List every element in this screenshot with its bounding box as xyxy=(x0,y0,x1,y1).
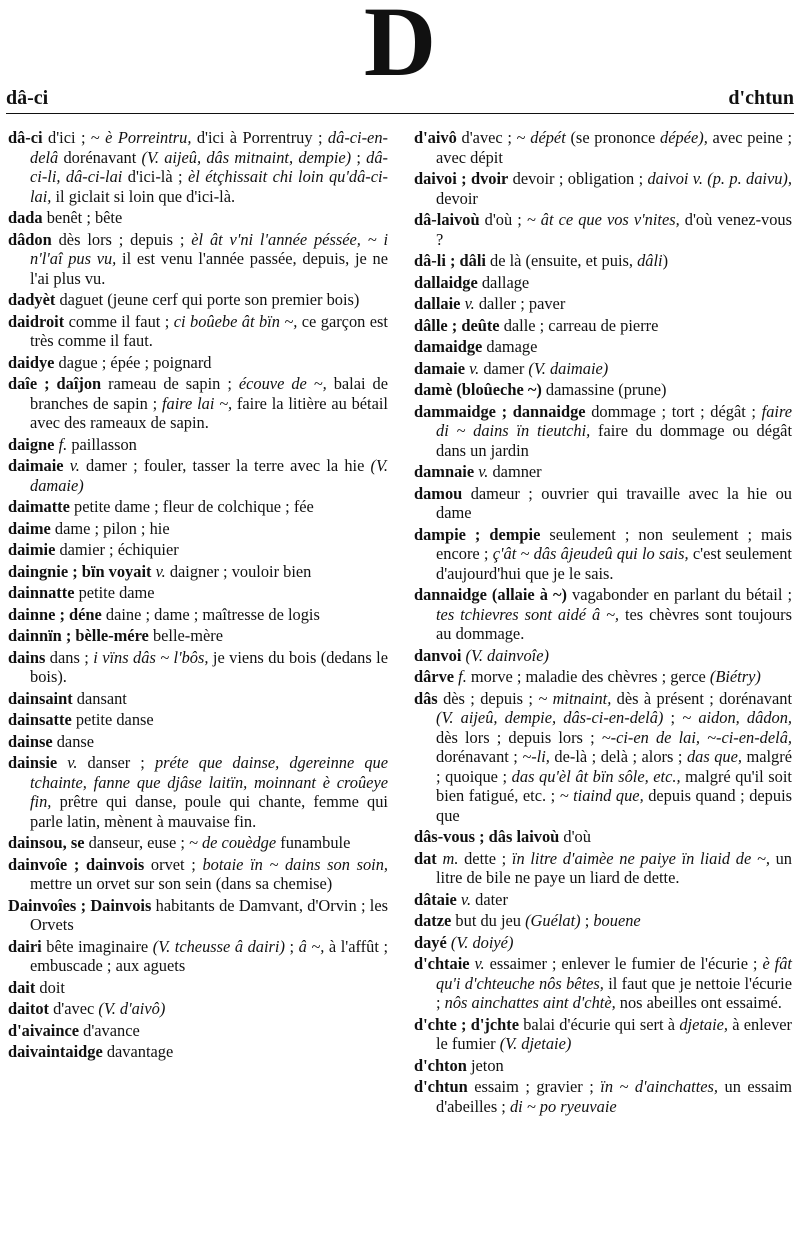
definition-text: faire du dommage ou dégât dans un jardin xyxy=(436,421,792,460)
definition-text: d'avance xyxy=(79,1020,140,1040)
italic-text: v. xyxy=(460,889,472,909)
dictionary-entry xyxy=(8,855,388,894)
definition-text: de là (ensuite, et puis, xyxy=(485,251,638,270)
italic-text: (V. damaie) xyxy=(30,456,388,495)
definition-text: devoir xyxy=(436,188,478,208)
headword: d'chton xyxy=(414,1055,467,1075)
definition-text: d'ici-là ; xyxy=(122,167,189,186)
definition-text: d'où xyxy=(559,827,591,846)
dictionary-entry xyxy=(8,230,388,289)
definition-text: damassine (prune) xyxy=(541,380,667,399)
italic-text: i vïns dâs ~ l'bôs, xyxy=(93,647,209,667)
headword: dâ-ci xyxy=(8,128,43,147)
dictionary-entry xyxy=(414,294,792,314)
dictionary-entry xyxy=(8,999,388,1019)
headword: Dainvoîes ; Dainvois xyxy=(8,895,152,915)
definition-text: je viens du bois (dedans le bois). xyxy=(30,647,388,686)
definition-text: ) xyxy=(662,251,669,270)
definition-text: habitants de Damvant, d'Orvin ; les Orvets xyxy=(30,895,388,934)
italic-text: (Biétry) xyxy=(709,667,761,686)
headword: dat xyxy=(414,848,437,868)
definition-text: dans ; xyxy=(45,647,94,667)
headword: dainse xyxy=(8,731,53,751)
right-column xyxy=(414,128,792,1118)
headword: dallaidge xyxy=(414,272,478,292)
running-header xyxy=(6,86,794,110)
headword: daidroit xyxy=(8,311,65,331)
headword: dammaidge ; dannaidge xyxy=(414,401,586,421)
definition-text: ; xyxy=(580,911,594,930)
dictionary-entry xyxy=(8,978,388,998)
italic-text: tes tchievres sont aidé â ~, xyxy=(436,604,620,624)
definition-text: mettre un orvet sur son sein (dans sa chemise) xyxy=(30,874,333,893)
definition-text: d'avec xyxy=(48,999,99,1018)
definition-text: balai de branches de sapin ; xyxy=(30,374,388,413)
italic-text: bouene xyxy=(593,911,641,930)
headword: dainnïn ; bèlle-mére xyxy=(8,626,149,645)
definition-text: belle-mère xyxy=(148,626,224,645)
italic-text: v. xyxy=(474,954,485,973)
definition-text: il est venu l'année passée, depuis, je ne l'ai plus vu. xyxy=(30,249,389,288)
dictionary-entry xyxy=(414,210,792,249)
italic-text: m. xyxy=(442,848,459,868)
italic-text: â ~, xyxy=(298,936,325,956)
dictionary-entry xyxy=(8,312,388,351)
italic-text: (V. dainvoîe) xyxy=(465,645,549,665)
definition-text: vagabonder en parlant du bétail ; xyxy=(566,585,792,604)
headword: d'aivô xyxy=(414,128,457,147)
definition-text: orvet ; xyxy=(144,854,203,874)
italic-text: (V. daimaie) xyxy=(528,358,609,378)
definition-text: essaim ; gravier ; xyxy=(467,1077,601,1096)
italic-text: f. xyxy=(58,434,68,454)
italic-text: écouve de ~, xyxy=(238,374,327,393)
definition-text xyxy=(57,753,67,772)
dictionary-entry xyxy=(8,753,388,831)
definition-text: malgré qu'il soit bien fatigué, etc. ; xyxy=(436,766,792,805)
headword: d'chte ; d'jchte xyxy=(414,1014,519,1034)
dictionary-entry xyxy=(414,525,792,584)
headword: daimatte xyxy=(8,497,70,516)
headword: danvoi xyxy=(414,645,462,665)
definition-text: dansant xyxy=(72,688,127,708)
definition-text: jeton xyxy=(466,1055,504,1075)
headword: dâdon xyxy=(8,229,52,249)
dictionary-entry xyxy=(8,374,388,433)
italic-text: préte que dainse, dgereinne que tchainte, fanne que djâse laitïn, moinnant è croûeye fin, xyxy=(30,753,388,811)
headword: dadyèt xyxy=(8,290,56,309)
definition-text: petite dame ; fleur de colchique ; fée xyxy=(69,497,314,516)
definition-text: davantage xyxy=(102,1042,174,1061)
italic-text: ïn litre d'aimèe ne paiye ïn liaid de ~, xyxy=(511,848,770,868)
definition-text: danse xyxy=(52,731,95,751)
dictionary-entry xyxy=(8,583,388,603)
italic-text: dâ-ci-en-delâ xyxy=(30,128,388,167)
definition-text: malgré ; quoique ; xyxy=(436,747,792,786)
definition-text: bête imaginaire xyxy=(41,936,153,956)
italic-text: ~ aidon, dâdon, xyxy=(682,708,793,727)
italic-text: v. xyxy=(69,456,80,475)
headword: dâlle ; deûte xyxy=(414,315,500,335)
headword: dains xyxy=(8,647,46,667)
headword: dainvoîe ; dainvois xyxy=(8,854,145,874)
definition-text: faire la litière au bétail avec des rameaux de sapin. xyxy=(30,393,388,432)
dictionary-entry xyxy=(8,353,388,373)
headword: dainsou, se xyxy=(8,833,85,852)
definition-text: tes chèvres sont toujours au dommage. xyxy=(436,604,792,643)
dictionary-entry xyxy=(414,402,792,461)
italic-text: nôs ainchattes aint d'chtè, xyxy=(444,993,616,1012)
dictionary-entry xyxy=(8,290,388,310)
headword: dârve xyxy=(414,667,455,686)
italic-text: (V. doiyé) xyxy=(450,932,514,952)
italic-text: botaie ïn ~ dains son soin, xyxy=(202,854,388,874)
headword: d'chtaie xyxy=(414,954,470,973)
definition-text: d'ici à Porrentruy ; xyxy=(191,128,328,147)
headword: dannaidge (allaie à ~) xyxy=(414,585,567,604)
italic-text: ~ tiaind que, xyxy=(559,786,644,805)
italic-text: ç'ât ~ dâs âjeudeû qui lo sais, xyxy=(492,544,689,563)
italic-text: (V. tcheusse â dairi) xyxy=(152,936,285,956)
dictionary-entry xyxy=(414,585,792,644)
headword: damè (bloûeche ~) xyxy=(414,380,542,399)
dictionary-entry xyxy=(414,273,792,293)
italic-text: (V. djetaie) xyxy=(499,1034,572,1053)
definition-text: daine ; dame ; maîtresse de logis xyxy=(101,604,320,624)
definition-text: d'où venez-vous ? xyxy=(436,210,793,249)
dictionary-entry xyxy=(414,849,792,888)
italic-text: v. xyxy=(67,753,78,772)
dictionary-entry xyxy=(8,128,388,206)
dictionary-entry xyxy=(8,519,388,539)
dictionary-entry xyxy=(414,359,792,379)
definition-text: ; xyxy=(351,147,367,167)
dictionary-entry xyxy=(8,896,388,935)
dictionary-entry xyxy=(414,169,792,208)
definition-text: rameau de sapin ; xyxy=(101,374,239,393)
definition-text: morve ; maladie des chèvres ; gerce xyxy=(466,667,710,686)
italic-text: das qu'èl ât bïn sôle, etc., xyxy=(511,766,681,786)
definition-text: un essaim d'abeilles ; xyxy=(436,1077,792,1116)
dictionary-entry xyxy=(8,648,388,687)
dictionary-entry xyxy=(414,667,792,687)
header-last-word: d'chtun xyxy=(728,87,794,109)
headword: daimie xyxy=(8,540,56,559)
definition-text: ; xyxy=(284,936,299,956)
definition-text: il faut que je nettoie l'écurie ; xyxy=(436,973,793,1012)
headword: daîe ; daîjon xyxy=(8,374,102,393)
dictionary-entry xyxy=(8,1042,388,1062)
definition-text: dague ; épée ; poignard xyxy=(54,352,212,372)
dictionary-entry xyxy=(414,462,792,482)
definition-text: dès ; depuis ; xyxy=(437,688,539,708)
italic-text: ~ de couèdge xyxy=(189,833,277,852)
italic-text: dâ-ci-li, dâ-ci-lai xyxy=(30,147,388,186)
italic-text: ~-ci-en de lai, ~-ci-en-delâ, xyxy=(601,727,792,747)
dictionary-entry xyxy=(414,1077,792,1116)
headword: damaie xyxy=(414,358,465,378)
definition-text: avec peine ; avec dépit xyxy=(436,128,793,167)
definition-text: seulement ; non seulement ; mais encore ; xyxy=(436,524,793,563)
dictionary-entry xyxy=(8,456,388,495)
definition-text: balai d'écurie qui sert à xyxy=(518,1014,680,1034)
dictionary-entry xyxy=(8,562,388,582)
italic-text: èl étçhissait chi loin qu'dâ-ci-lai, xyxy=(30,167,389,206)
dictionary-entry xyxy=(8,1021,388,1041)
dictionary-entry xyxy=(8,626,388,646)
definition-text: il giclait si loin que d'ici-là. xyxy=(51,186,236,206)
definition-text: d'ici ; ~ xyxy=(42,128,106,147)
definition-text: danser ; xyxy=(77,753,155,772)
headword: d'chtun xyxy=(414,1077,468,1096)
headword: dâtaie xyxy=(414,889,457,909)
italic-text: (V. d'aivô) xyxy=(98,999,166,1018)
definition-text: petite danse xyxy=(71,710,154,729)
definition-text: dalle ; carreau de pierre xyxy=(499,315,659,335)
dictionary-entry xyxy=(414,337,792,357)
definition-text: ; xyxy=(663,708,683,727)
italic-text: dâli xyxy=(637,251,663,270)
definition-text: dès à présent ; dorénavant xyxy=(611,688,793,708)
headword: daingnie ; bïn voyait xyxy=(8,561,152,581)
dictionary-entry xyxy=(414,128,792,167)
definition-text: dommage ; tort ; dégât ; xyxy=(585,401,762,421)
definition-text: paillasson xyxy=(67,434,137,454)
definition-text: ce garçon est très comme il faut. xyxy=(30,311,388,350)
headword: dainsatte xyxy=(8,710,72,729)
italic-text: ~-li, xyxy=(522,747,550,766)
definition-text: doit xyxy=(35,977,65,997)
definition-text: dette ; xyxy=(458,848,512,868)
italic-text: ïn ~ d'ainchattes, xyxy=(600,1077,719,1096)
definition-text: d'avec ; ~ xyxy=(456,128,531,147)
italic-text: faire di ~ dains ïn tieutchi, xyxy=(436,401,792,440)
italic-text: ci boûebe ât bïn ~, xyxy=(173,311,298,331)
definition-text: à l'affût ; embuscade ; aux aguets xyxy=(30,936,388,975)
italic-text: das que, xyxy=(686,747,742,766)
definition-text: de-là ; delà ; alors ; xyxy=(549,747,687,766)
left-column xyxy=(8,128,388,1064)
definition-text: damier ; échiquier xyxy=(55,540,179,559)
definition-text: (se prononce xyxy=(565,128,661,147)
headword: dallaie xyxy=(414,294,461,313)
definition-text: dallage xyxy=(477,272,530,292)
definition-text: funambule xyxy=(276,833,351,852)
definition-text: dame ; pilon ; hie xyxy=(50,518,170,538)
dictionary-entry xyxy=(8,937,388,976)
definition-text: daigner ; vouloir bien xyxy=(165,561,312,581)
dictionary-entry xyxy=(414,911,792,931)
definition-text: c'est seulement d'aujourd'hui que je le sais. xyxy=(436,544,792,583)
headword: daime xyxy=(8,518,51,538)
italic-text: ~ mitnaint, xyxy=(538,688,612,708)
headword: damaidge xyxy=(414,337,483,356)
italic-text: v. xyxy=(469,358,480,378)
definition-text: comme il faut ; xyxy=(64,311,174,331)
headword: dâs xyxy=(414,688,438,708)
dictionary-entry xyxy=(414,251,792,271)
italic-text: dépée), xyxy=(660,128,708,147)
definition-text: dorénavant ; xyxy=(436,747,523,766)
headword: dairi xyxy=(8,936,42,956)
definition-text: dameur ; ouvrier qui travaille avec la hie ou dame xyxy=(436,483,792,522)
dictionary-entry xyxy=(8,435,388,455)
definition-text: damner xyxy=(488,462,542,481)
definition-text: daguet (jeune cerf qui porte son premier bois) xyxy=(55,290,360,309)
headword: daivaintaidge xyxy=(8,1042,103,1061)
dictionary-entry xyxy=(414,316,792,336)
headword: daimaie xyxy=(8,456,64,475)
dictionary-entry xyxy=(414,933,792,953)
italic-text: di ~ po ryeuvaie xyxy=(509,1096,617,1116)
definition-text: petite dame xyxy=(74,583,155,602)
section-letter: D xyxy=(363,0,437,97)
dictionary-entry xyxy=(8,497,388,517)
definition-text: essaimer ; enlever le fumier de l'écurie ; xyxy=(484,954,763,973)
dictionary-entry xyxy=(8,605,388,625)
dictionary-entry xyxy=(414,954,792,1013)
italic-text: v. xyxy=(478,462,489,481)
dictionary-entry xyxy=(8,540,388,560)
dictionary-entry xyxy=(414,646,792,666)
definition-text: danseur, euse ; xyxy=(84,833,190,852)
headword: damnaie xyxy=(414,462,475,481)
italic-text: daivoi v. (p. p. daivu), xyxy=(647,169,792,188)
dictionary-entry xyxy=(8,710,388,730)
headword: dainsie xyxy=(8,753,58,772)
headword: dainnatte xyxy=(8,583,75,602)
definition-text: benêt ; bête xyxy=(42,208,123,227)
headword: dampie ; dempie xyxy=(414,524,541,544)
dictionary-entry xyxy=(8,689,388,709)
italic-text: ~ ât ce que vos v'nites, xyxy=(526,210,680,229)
italic-text: v. xyxy=(155,561,166,581)
dictionary-entry xyxy=(8,208,388,228)
headword: daitot xyxy=(8,999,49,1018)
italic-text: f. xyxy=(458,667,467,686)
definition-text: dorénavant xyxy=(58,147,142,167)
headword: daidye xyxy=(8,352,55,372)
italic-text: v. xyxy=(464,294,475,313)
headword: dada xyxy=(8,208,43,227)
headword: daigne xyxy=(8,434,55,454)
dictionary-entry xyxy=(414,1056,792,1076)
headword: dait xyxy=(8,977,36,997)
italic-text: (V. aijeû, dempie, dâs-ci-en-delâ) xyxy=(436,708,664,727)
dictionary-entry xyxy=(414,1015,792,1054)
dictionary-entry xyxy=(414,827,792,847)
italic-text: èl ât v'ni l'année péssée, ~ i n'l'aî pus vu, xyxy=(30,229,389,268)
definition-text: dater xyxy=(471,889,508,909)
headword: dayé xyxy=(414,932,447,952)
headword: dainsaint xyxy=(8,688,73,708)
italic-text: (Guélat) xyxy=(525,911,581,930)
italic-text: (V. aijeû, dâs mitnaint, dempie) xyxy=(141,147,352,167)
headword: damou xyxy=(414,483,463,503)
definition-text: damer xyxy=(479,358,529,378)
dictionary-entry xyxy=(8,833,388,853)
italic-text: è Porreintru, xyxy=(105,128,192,147)
definition-text: prêtre qui danse, poule qui chante, femme qui parle latin, mènent à mauvaise fin. xyxy=(30,792,388,831)
definition-text: d'où ; xyxy=(479,210,527,229)
dictionary-entry xyxy=(414,484,792,523)
headword: datze xyxy=(414,911,452,930)
definition-text: damage xyxy=(482,337,538,356)
headword: dâs-vous ; dâs laivoù xyxy=(414,827,560,846)
headword: daivoi ; dvoir xyxy=(414,169,509,188)
definition-text: daller ; paver xyxy=(474,294,566,313)
italic-text: è fât qu'i d'chteuche nôs bêtes, xyxy=(436,954,792,993)
header-first-word: dâ-ci xyxy=(6,87,49,109)
definition-text: dès lors ; depuis ; xyxy=(51,229,192,249)
italic-text: dépét xyxy=(530,128,566,147)
definition-text: damer ; fouler, tasser la terre avec la hie xyxy=(79,456,371,475)
headword: dainne ; déne xyxy=(8,604,102,624)
headword: dâ-laivoù xyxy=(414,210,480,229)
definition-text: nos abeilles ont essaimé. xyxy=(615,993,782,1012)
italic-text: faire lai ~, xyxy=(161,393,233,413)
italic-text: djetaie, xyxy=(679,1014,729,1034)
dictionary-entry xyxy=(8,732,388,752)
dictionary-entry xyxy=(414,689,792,826)
definition-text: but du jeu xyxy=(451,911,526,930)
header-rule xyxy=(6,113,794,114)
definition-text: devoir ; obligation ; xyxy=(508,169,648,188)
definition-text: dès lors ; depuis lors ; xyxy=(436,727,602,747)
definition-text: à enlever le fumier xyxy=(436,1014,793,1053)
headword: dâ-li ; dâli xyxy=(414,251,486,270)
dictionary-entry xyxy=(414,890,792,910)
dictionary-entry xyxy=(414,380,792,400)
definition-text: depuis quand ; depuis que xyxy=(436,786,792,825)
headword: d'aivaince xyxy=(8,1020,80,1040)
definition-text: un litre de bile ne paye un liard de dette. xyxy=(436,848,793,887)
